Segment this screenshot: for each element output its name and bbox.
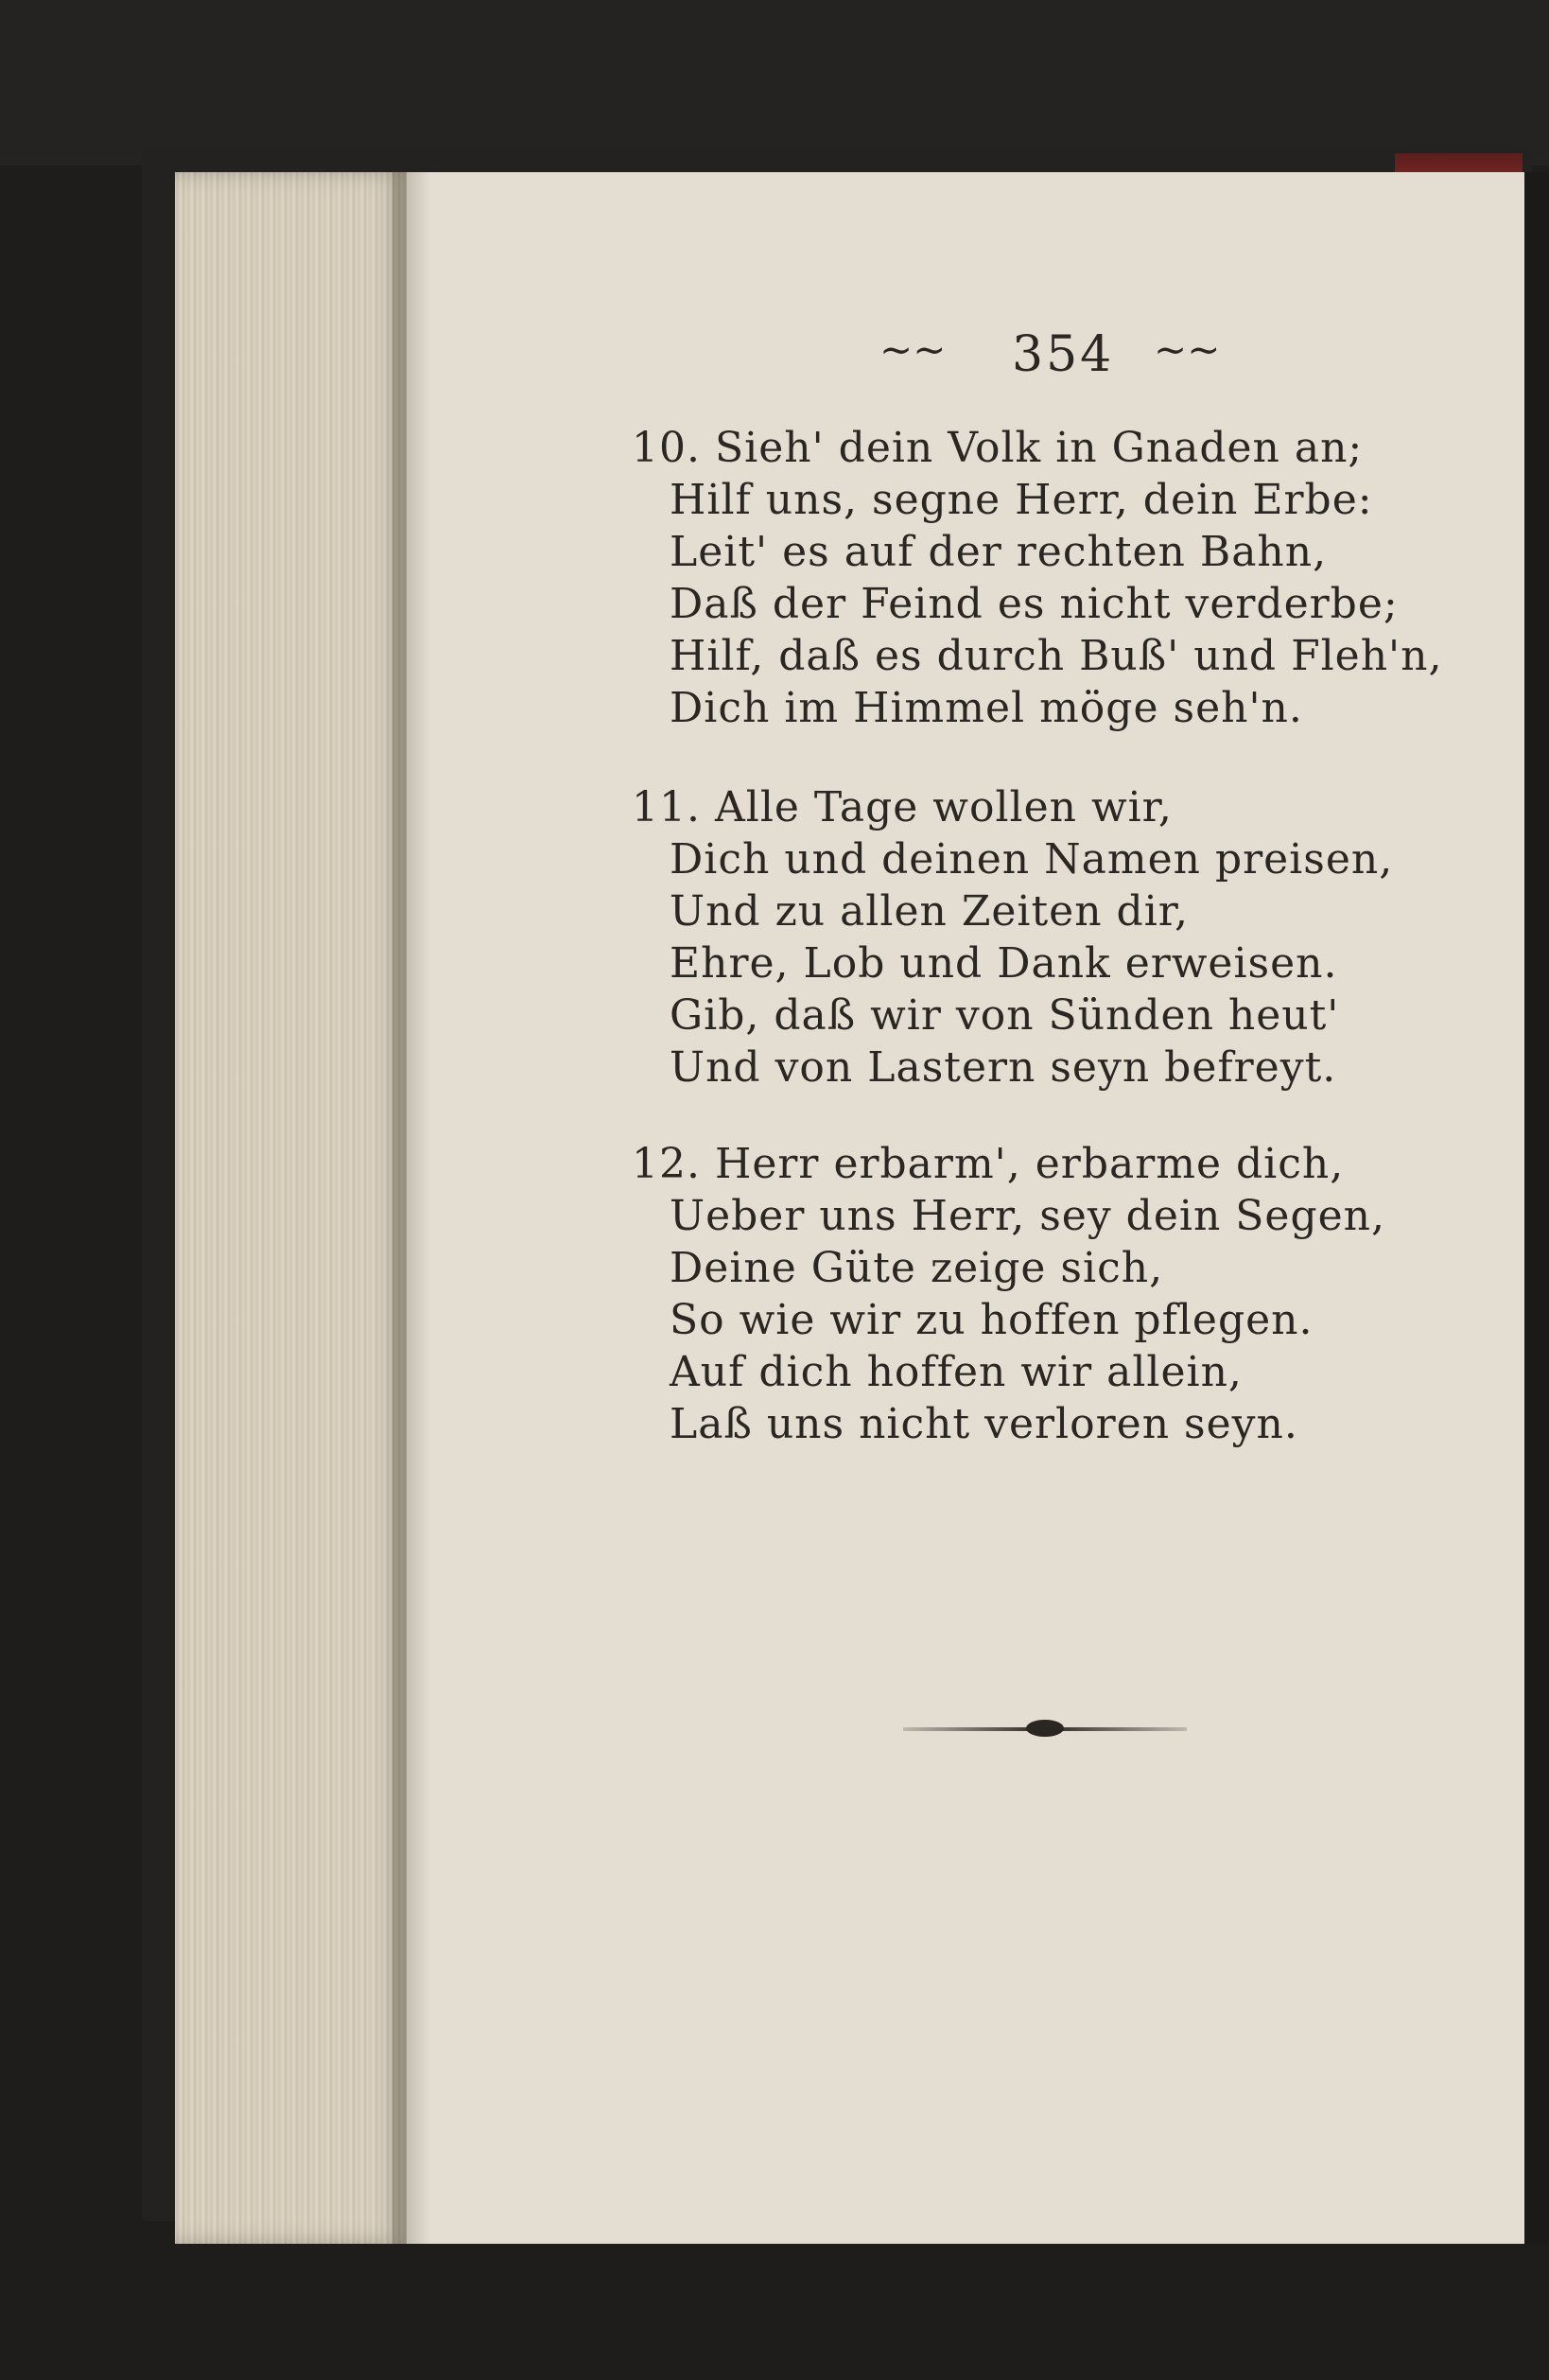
verse-line bbox=[632, 1140, 1344, 1188]
verse-line: Hilf uns, segne Herr, dein Erbe: bbox=[670, 476, 1373, 524]
verse-text: Sieh' dein Volk in Gnaden an; bbox=[714, 424, 1364, 472]
verse-line: Und zu allen Zeiten dir, bbox=[670, 887, 1189, 936]
verse-line: Gib, daß wir von Sünden heut' bbox=[670, 991, 1340, 1040]
header-ornament-right: ~~ bbox=[1154, 326, 1221, 373]
verse-line: Deine Güte zeige sich, bbox=[670, 1244, 1164, 1292]
verse-line: Daß der Feind es nicht verderbe; bbox=[670, 580, 1399, 628]
verse-text: Alle Tage wollen wir, bbox=[714, 783, 1173, 831]
verse-line: Dich im Himmel möge seh'n. bbox=[670, 684, 1303, 732]
verse-line: Dich und deinen Namen preisen, bbox=[670, 835, 1394, 884]
header-ornament-left: ~~ bbox=[879, 326, 947, 373]
verse-line bbox=[632, 424, 1363, 472]
page-number: 354 bbox=[1012, 326, 1115, 383]
verse-line bbox=[632, 783, 1173, 831]
end-ornament-center bbox=[1026, 1720, 1064, 1737]
verse-line: Ehre, Lob und Dank erweisen. bbox=[670, 939, 1338, 988]
verse-line: So wie wir zu hoffen pflegen. bbox=[670, 1296, 1314, 1344]
verse-line: Auf dich hoffen wir allein, bbox=[670, 1348, 1243, 1396]
verse-line: Und von Lastern seyn befreyt. bbox=[670, 1043, 1337, 1092]
verse-line: Laß uns nicht verloren seyn. bbox=[670, 1400, 1298, 1448]
verse-text: Herr erbarm', erbarme dich, bbox=[714, 1140, 1345, 1188]
verse-number: 11. bbox=[632, 783, 701, 831]
verse-line: Hilf, daß es durch Buß' und Fleh'n, bbox=[670, 632, 1443, 680]
verse-number: 10. bbox=[632, 424, 701, 472]
verse-number: 12. bbox=[632, 1140, 701, 1188]
verse-line: Ueber uns Herr, sey dein Segen, bbox=[670, 1192, 1385, 1240]
verse-line: Leit' es auf der rechten Bahn, bbox=[670, 528, 1328, 576]
